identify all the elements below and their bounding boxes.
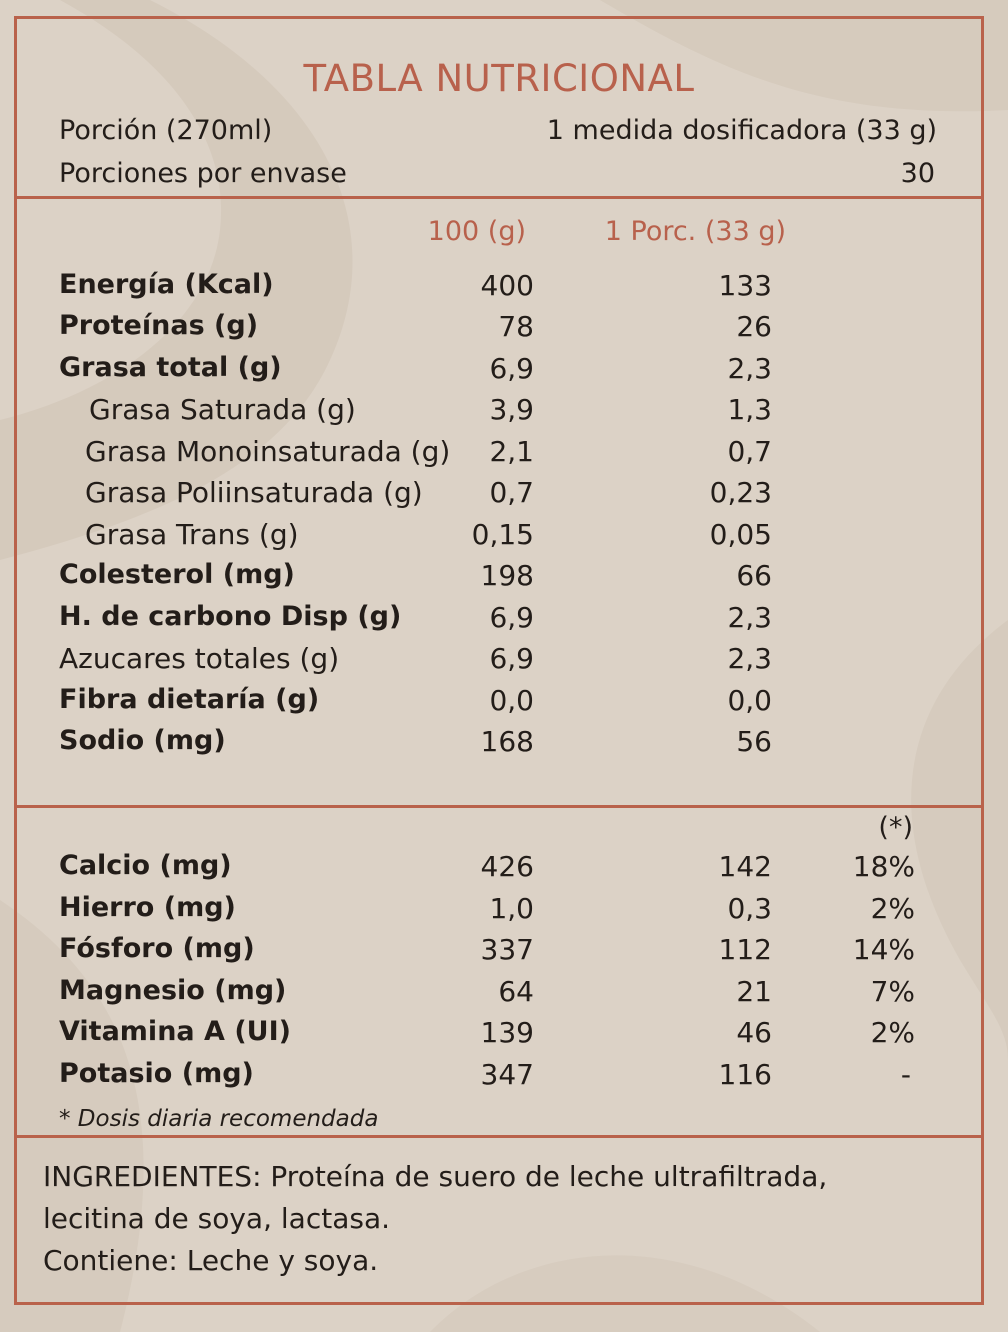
mineral-daily-value: 2% (870, 892, 915, 925)
mineral-label: Fósforo (mg) (59, 933, 255, 964)
ingredients-block (43, 1156, 963, 1282)
nutrient-per-portion: 1,3 (727, 393, 772, 426)
ingredients-line: lecitina de soya, lactasa. (43, 1202, 391, 1235)
nutrient-per-portion: 26 (736, 310, 772, 343)
nutrient-per-100: 3,9 (489, 393, 534, 426)
table-title: TABLA NUTRICIONAL (303, 57, 695, 100)
nutrient-per-portion: 2,3 (727, 352, 772, 385)
nutrient-label: Grasa total (g) (59, 352, 282, 383)
mineral-label: Potasio (mg) (59, 1058, 254, 1089)
servings-per-package-value: 30 (900, 158, 935, 189)
nutrient-label: Proteínas (g) (59, 310, 259, 341)
nutrient-row (17, 684, 981, 724)
daily-value-column-header: (*) (878, 812, 913, 843)
nutrient-row (17, 393, 981, 433)
allergens-line: Contiene: Leche y soya. (43, 1244, 379, 1277)
mineral-label: Hierro (mg) (59, 892, 236, 923)
nutrient-row (17, 559, 981, 599)
servings-per-package-label: Porciones por envase (59, 158, 347, 189)
divider-ingredients (17, 1135, 981, 1138)
nutrient-per-100: 400 (480, 269, 534, 302)
nutrient-label: Grasa Saturada (g) (89, 393, 356, 426)
nutrient-per-100: 168 (480, 725, 534, 758)
mineral-row (17, 892, 981, 932)
nutrient-per-100: 0,15 (471, 518, 534, 551)
nutrient-row (17, 601, 981, 641)
nutrient-row (17, 518, 981, 558)
divider-minerals (17, 805, 981, 808)
mineral-daily-value: 7% (870, 975, 915, 1008)
divider-header (17, 196, 981, 199)
mineral-per-portion: 116 (718, 1058, 772, 1091)
mineral-per-100: 1,0 (489, 892, 534, 925)
nutrient-per-100: 2,1 (489, 435, 534, 468)
serving-size-label: Porción (270ml) (59, 115, 273, 146)
mineral-row (17, 975, 981, 1015)
nutrient-per-100: 6,9 (489, 352, 534, 385)
nutrient-per-100: 198 (480, 559, 534, 592)
nutrient-label: Fibra dietaría (g) (59, 684, 320, 715)
mineral-row (17, 933, 981, 973)
nutrient-row (17, 310, 981, 350)
nutrient-row (17, 476, 981, 516)
nutrient-per-100: 0,0 (489, 684, 534, 717)
nutrient-label: Colesterol (mg) (59, 559, 295, 590)
mineral-per-portion: 112 (718, 933, 772, 966)
mineral-row (17, 1058, 981, 1098)
mineral-daily-value: 18% (852, 850, 915, 883)
mineral-daily-value: 14% (852, 933, 915, 966)
mineral-per-100: 64 (498, 975, 534, 1008)
nutrient-row (17, 269, 981, 309)
nutrient-row (17, 435, 981, 475)
nutrient-per-portion: 0,23 (709, 476, 772, 509)
mineral-per-100: 337 (480, 933, 534, 966)
column-header-per-portion: 1 Porc. (33 g) (604, 216, 786, 247)
column-header-per-100: 100 (g) (427, 216, 526, 247)
ingredients-line: INGREDIENTES: Proteína de suero de leche ultrafiltrada, (43, 1160, 828, 1193)
nutrient-label: Azucares totales (g) (59, 642, 340, 675)
serving-size-value: 1 medida dosificadora (33 g) (546, 115, 937, 146)
nutrition-table (14, 16, 984, 1305)
nutrient-per-portion: 2,3 (727, 642, 772, 675)
mineral-per-100: 139 (480, 1016, 534, 1049)
mineral-per-portion: 46 (736, 1016, 772, 1049)
nutrient-per-portion: 66 (736, 559, 772, 592)
mineral-daily-value: 2% (870, 1016, 915, 1049)
mineral-per-portion: 0,3 (727, 892, 772, 925)
mineral-per-portion: 21 (736, 975, 772, 1008)
nutrient-label: Grasa Monoinsaturada (g) (85, 435, 451, 468)
nutrient-per-portion: 133 (718, 269, 772, 302)
nutrient-per-portion: 0,0 (727, 684, 772, 717)
nutrient-label: Grasa Poliinsaturada (g) (85, 476, 423, 509)
mineral-per-portion: 142 (718, 850, 772, 883)
mineral-per-100: 347 (480, 1058, 534, 1091)
nutrient-label: H. de carbono Disp (g) (59, 601, 402, 632)
footnote: * Dosis diaria recomendada (59, 1106, 379, 1132)
mineral-label: Magnesio (mg) (59, 975, 287, 1006)
nutrient-per-portion: 2,3 (727, 601, 772, 634)
nutrient-row (17, 642, 981, 682)
mineral-row (17, 850, 981, 890)
nutrient-row (17, 352, 981, 392)
nutrient-label: Energía (Kcal) (59, 269, 274, 300)
nutrient-per-100: 6,9 (489, 601, 534, 634)
nutrient-label: Sodio (mg) (59, 725, 226, 756)
nutrient-per-portion: 0,05 (709, 518, 772, 551)
nutrient-per-100: 0,7 (489, 476, 534, 509)
nutrient-per-100: 6,9 (489, 642, 534, 675)
nutrient-per-portion: 0,7 (727, 435, 772, 468)
mineral-per-100: 426 (480, 850, 534, 883)
mineral-daily-value: - (900, 1058, 911, 1091)
nutrient-label: Grasa Trans (g) (85, 518, 299, 551)
nutrient-row (17, 725, 981, 765)
mineral-row (17, 1016, 981, 1056)
mineral-label: Vitamina A (UI) (59, 1016, 291, 1047)
mineral-label: Calcio (mg) (59, 850, 232, 881)
nutrient-per-portion: 56 (736, 725, 772, 758)
nutrient-per-100: 78 (498, 310, 534, 343)
